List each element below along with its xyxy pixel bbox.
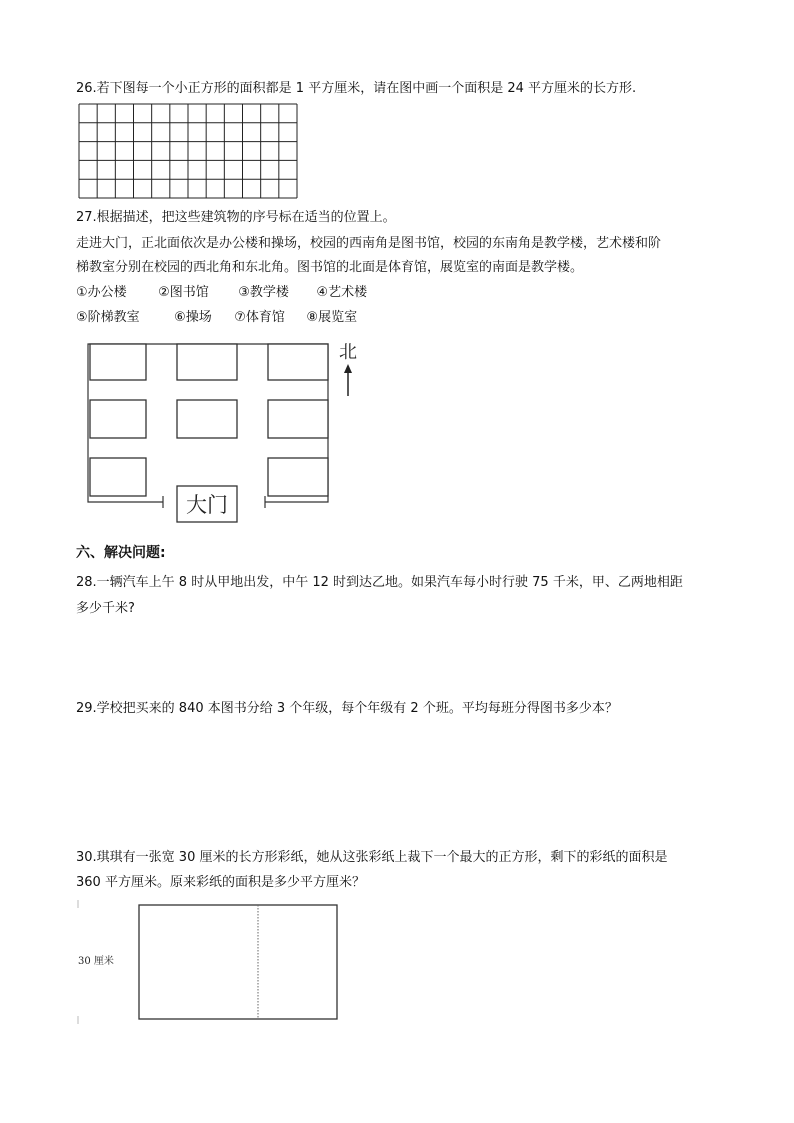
q26-text: 26.若下图每一个小正方形的面积都是 1 平方厘米，请在图中画一个面积是 24 平方厘米的长方形. [76,81,637,96]
option-gym: ⑦体育馆 [234,310,285,325]
q27-options-row2 [76,309,357,327]
slot-center[interactable] [177,400,237,438]
slot-northeast[interactable] [268,344,328,380]
slot-southwest[interactable] [90,458,146,496]
q27-desc-line1: 走进大门，正北面依次是办公楼和操场，校园的西南角是图书馆，校园的东南角是教学楼，艺术楼和阶 [76,236,662,251]
north-label: 北 [339,342,357,363]
slot-north-center[interactable] [177,344,237,380]
option-art: ④艺术楼 [316,285,368,300]
width-label: 30 厘米 [78,956,114,967]
option-exhibition: ⑧展览室 [306,310,358,325]
slot-east[interactable] [268,400,328,438]
gate-label: 大门 [186,493,228,517]
q30-line2: 360 平方厘米。原来彩纸的面积是多少平方厘米？ [76,875,365,890]
q27-options-row1 [76,284,367,302]
option-library: ②图书馆 [158,285,209,300]
option-teaching: ③教学楼 [238,285,289,300]
section-heading: 六、解决问题: [76,545,166,561]
paper-rectangle [139,905,337,1019]
square-grid[interactable] [78,103,298,199]
q29-text: 29.学校把买来的 840 本图书分给 3 个年级，每个年级有 2 个班。平均每班分得图书多少本？ [76,701,618,716]
q27-desc-line2: 梯教室分别在校园的西北角和东北角。图书馆的北面是体育馆，展览室的南面是教学楼。 [76,260,584,275]
slot-southeast[interactable] [268,458,328,496]
slot-west[interactable] [90,400,146,438]
q30-line1: 30.琪琪有一张宽 30 厘米的长方形彩纸，她从这张彩纸上裁下一个最大的正方形，剩下的彩纸的面积是 [76,850,668,865]
q28-line2: 多少千米? [76,601,135,616]
option-playground: ⑥操场 [174,310,212,325]
option-office: ①办公楼 [76,285,127,300]
option-lecture-hall: ⑤阶梯教室 [76,310,140,325]
slot-northwest[interactable] [90,344,146,380]
q27-title: 27.根据描述，把这些建筑物的序号标在适当的位置上。 [76,210,396,225]
paper-figure [76,898,346,1026]
north-arrow-icon [344,364,352,396]
q28-line1: 28.一辆汽车上午 8 时从甲地出发，中午 12 时到达乙地。如果汽车每小时行驶 75 千米，甲、乙两地相距 [76,575,683,590]
campus-map [80,336,370,528]
